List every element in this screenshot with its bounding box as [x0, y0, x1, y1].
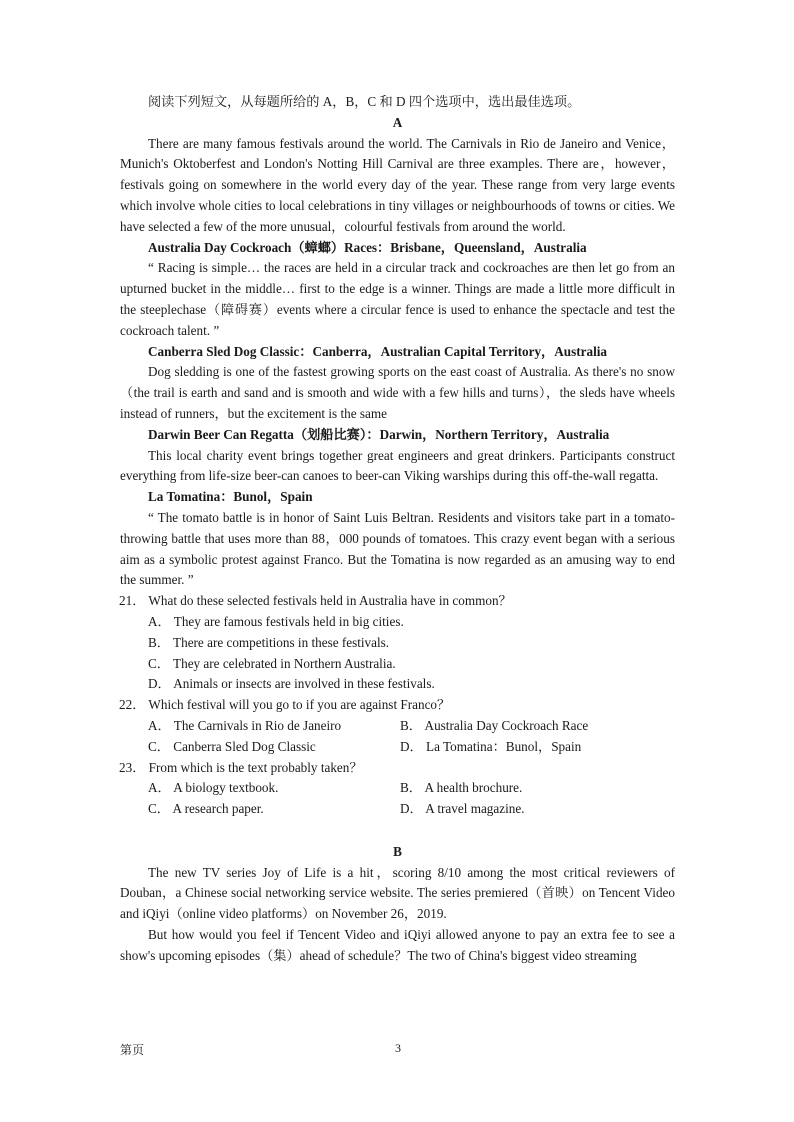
festival-4-text: “ The tomato battle is in honor of Saint Luis Beltran. Residents and visitors take part in a tomato-throwing battle that uses more than 88，000 pounds of tomatoes. This crazy event began with a serious aim as a symbolic protest against Franco. But the Tomatina is now regarded as an amusing way to end the summer. ” — [120, 509, 675, 588]
question-22-options-row-1 — [120, 716, 675, 737]
passage-a-intro: There are many famous festivals around the world. The Carnivals in Rio de Janeiro and Venice，Munich's Oktoberfest and London's Notting Hill Carnival are three examples. There are，however，festivals going on somewhere in the world every day of the year. These range from very large events which involve whole cities to local celebrations in tiny villages or neighbourhoods of towns or cities. We have selected a few of the more unusual，colourful festivals from around the world. — [120, 135, 675, 234]
question-21-stem: 21． What do these selected festivals held in Australia have in common？ — [119, 593, 512, 609]
question-22-option-d: D． La Tomatina：Bunol，Spain — [400, 738, 582, 754]
passage-b-heading: B — [393, 843, 402, 859]
festival-1-text: “ Racing is simple… the races are held in a circular track and cockroaches are then let go from an upturned bucket in the middle… first to the edge is a winner. Things are made a little more difficult in the steeplechase（障碍赛）events where a circular fence is used to enhance the spectacle and test the cockroach talent. ” — [120, 260, 675, 338]
question-22-option-c: C． Canberra Sled Dog Classic — [148, 738, 316, 754]
question-21-option-a: A． They are famous festivals held in big cities. — [148, 613, 404, 629]
festival-1-title: Australia Day Cockroach（蟑螂）Races：Brisbane，Queensland，Australia — [148, 239, 587, 255]
footer-page-number: 3 — [395, 1041, 401, 1055]
festival-2-title: Canberra Sled Dog Classic：Canberra，Australian Capital Territory，Australia — [148, 343, 607, 359]
passage-a-heading: A — [392, 114, 403, 130]
passage-b-paragraph-1: The new TV series Joy of Life is a hit，scoring 8/10 among the most critical reviewers of Douban，a Chinese social networking service website. The series premiered（首映）on Tencent Video and iQiyi（online video platforms）on November 26，2019. — [120, 864, 675, 922]
question-23-option-d: D． A travel magazine. — [400, 801, 525, 817]
question-21-option-c: C． They are celebrated in Northern Australia. — [148, 655, 396, 671]
footer-page-label: 第页 — [120, 1043, 145, 1057]
question-21-option-d: D． Animals or insects are involved in these festivals. — [148, 676, 435, 692]
festival-3-text: This local charity event brings together great engineers and great drinkers. Participants construct everything from life-size beer-can canoes to beer-can Viking warships during this off-the-wall regatta. — [120, 447, 675, 484]
festival-4-title: La Tomatina：Bunol，Spain — [148, 489, 313, 505]
question-23-option-a: A． A biology textbook. — [148, 780, 279, 796]
question-22-option-a: A． The Carnivals in Rio de Janeiro — [148, 717, 342, 733]
question-23-option-b: B． A health brochure. — [400, 780, 523, 796]
question-23-option-c: C． A research paper. — [148, 801, 264, 817]
document-page — [120, 92, 675, 967]
question-23-options-row-2 — [120, 799, 675, 820]
festival-3-title: Darwin Beer Can Regatta（划船比赛）：Darwin，Northern Territory，Australia — [148, 426, 610, 442]
question-23-options-row-1 — [120, 778, 675, 799]
question-22-stem: 22． Which festival will you go to if you are against Franco？ — [119, 697, 451, 713]
question-22-options-row-2 — [120, 737, 675, 758]
question-22-option-b: B． Australia Day Cockroach Race — [400, 717, 589, 733]
question-23-stem: 23． From which is the text probably taken？ — [119, 759, 363, 775]
passage-b-paragraph-2: But how would you feel if Tencent Video and iQiyi allowed anyone to pay an extra fee to see a show's upcoming episodes（集）ahead of schedule？The two of China's biggest video streaming — [120, 927, 675, 963]
festival-2-text: Dog sledding is one of the fastest growing sports on the east coast of Australia. As there's no snow（the trail is earth and sand and is smooth and wide with a few hills and turns），the sleds have wheels instead of runners，but the excitement is the same — [120, 364, 675, 421]
section-gap — [120, 820, 675, 842]
instruction: 阅读下列短文，从每题所给的 A，B，C 和 D 四个选项中，选出最佳选项。 — [148, 94, 581, 109]
question-21-option-b: B． There are competitions in these festivals. — [148, 634, 390, 650]
